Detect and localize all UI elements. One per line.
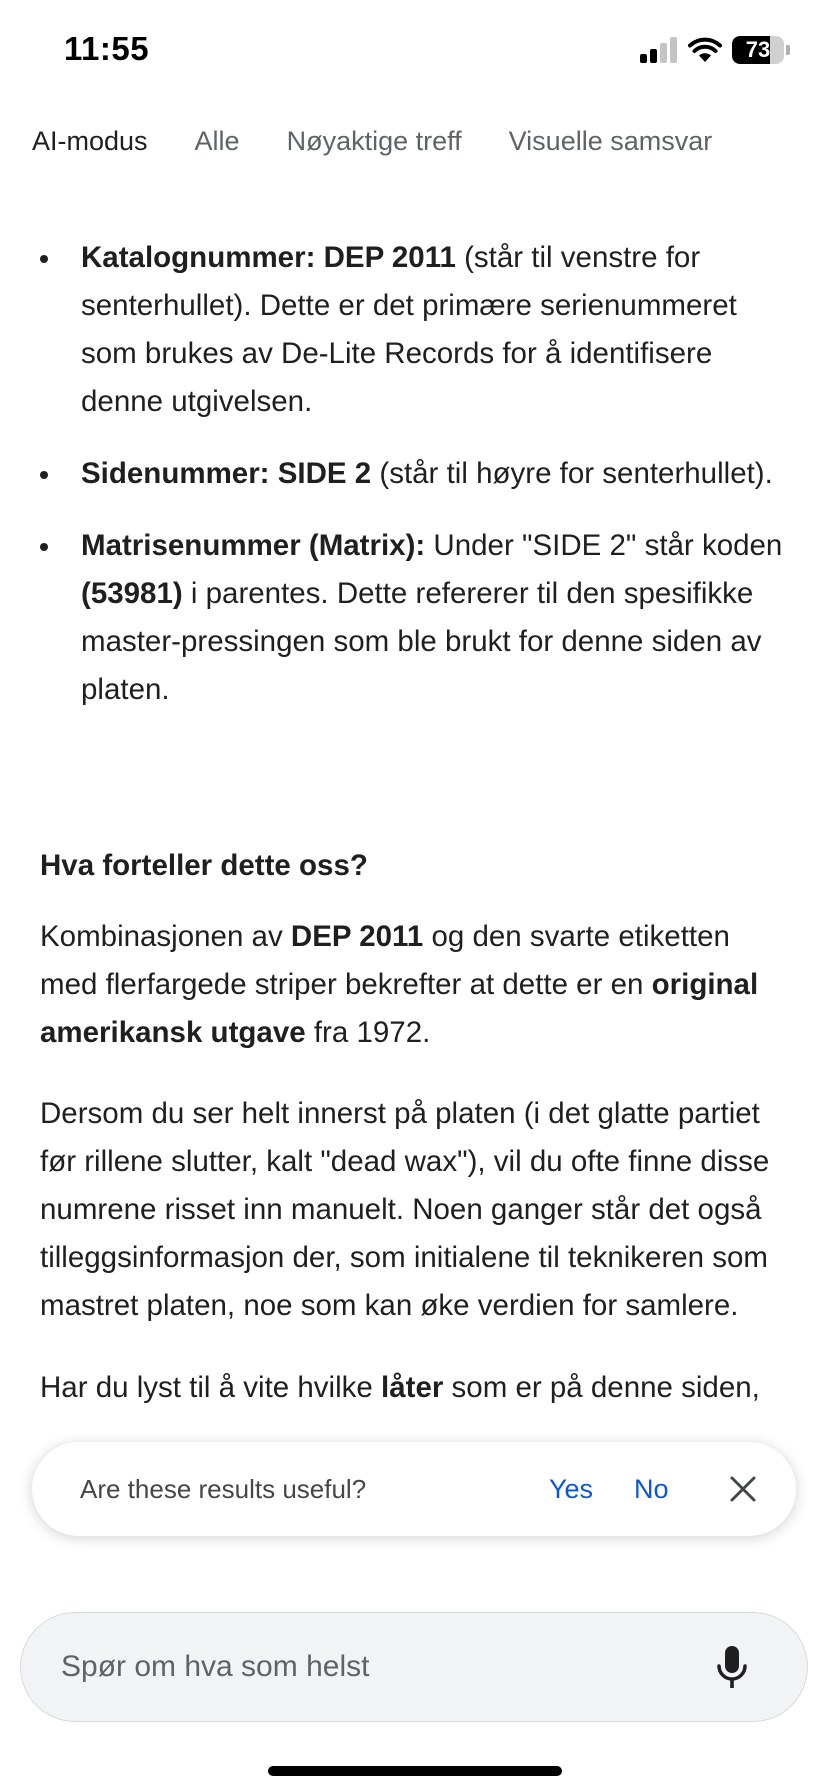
text: fra 1972. xyxy=(305,1016,431,1049)
bullet-label: Katalognummer: DEP 2011 xyxy=(81,241,456,274)
microphone-icon[interactable] xyxy=(714,1644,750,1692)
bullet-text: (står til venstre for senterhullet). Dette er det primære serienummeret som brukes av De-Lite Records for å identifisere denne utgivelsen. xyxy=(81,241,737,418)
ask-input[interactable] xyxy=(61,1613,701,1721)
tab-alle[interactable]: Alle xyxy=(194,125,240,156)
search-tabs xyxy=(0,110,828,172)
bullet-label: Matrisenummer (Matrix): xyxy=(81,529,426,562)
text: og den svarte etiketten med flerfargede striper bekrefter at dette er en xyxy=(40,920,730,1001)
list-item-katalognummer xyxy=(40,234,790,426)
tab-noyaktige-treff[interactable]: Nøyaktige treff xyxy=(286,125,462,156)
bold-text: DEP 2011 xyxy=(290,920,424,953)
battery-icon xyxy=(732,36,784,64)
cellular-signal-icon xyxy=(640,37,678,63)
status-time: 11:55 xyxy=(64,30,150,67)
paragraph-follow-up xyxy=(40,1364,795,1412)
battery-level: 73 xyxy=(745,37,771,62)
list-item-sidenummer xyxy=(40,450,790,498)
ask-bar xyxy=(20,1612,808,1722)
bullet-label: Sidenummer: SIDE 2 xyxy=(81,457,372,490)
bullet-code: (53981) xyxy=(81,577,183,610)
home-indicator xyxy=(268,1766,562,1776)
bullet-list xyxy=(40,234,790,738)
status-icons xyxy=(640,34,790,66)
paragraph-dead-wax: Dersom du ser helt innerst på platen (i det glatte partiet før rillene slutter, kalt "dead wax"), vil du ofte finne disse numrene risset inn manuelt. Noen ganger står det også tilleggsinformasjon der, som initialene til teknikeren som mastret platen, noe som kan øke verdien for samlere. xyxy=(40,1097,770,1322)
bullet-text: (står til høyre for senterhullet). xyxy=(371,457,773,490)
text: Kombinasjonen av xyxy=(40,920,291,953)
text: som er på denne siden, xyxy=(451,1371,760,1404)
text: Har du lyst til å vite hvilke xyxy=(40,1371,382,1404)
battery-cap xyxy=(786,45,790,55)
close-icon[interactable] xyxy=(728,1474,758,1504)
tab-visuelle-samsvar[interactable]: Visuelle samsvar xyxy=(508,125,713,156)
section-heading: Hva forteller dette oss? xyxy=(40,849,368,882)
list-item-matrisenummer xyxy=(40,522,790,714)
wifi-icon xyxy=(688,37,722,63)
bullet-text: i parentes. Dette refererer til den spesifikke master-pressingen som ble brukt for denne siden av platen. xyxy=(81,577,762,706)
bold-text: låter xyxy=(381,1371,444,1404)
feedback-card xyxy=(32,1442,796,1536)
ai-answer-content xyxy=(0,172,828,1412)
bold-text: original amerikansk utgave xyxy=(40,968,759,1049)
feedback-no-button[interactable]: No xyxy=(634,1473,669,1504)
bullet-text: Under "SIDE 2" står koden xyxy=(425,529,783,562)
paragraph-combination xyxy=(40,913,795,1057)
status-bar xyxy=(0,0,828,100)
feedback-yes-button[interactable]: Yes xyxy=(549,1473,594,1504)
feedback-question: Are these results useful? xyxy=(80,1473,367,1504)
tab-ai-modus[interactable]: AI-modus xyxy=(32,125,148,156)
